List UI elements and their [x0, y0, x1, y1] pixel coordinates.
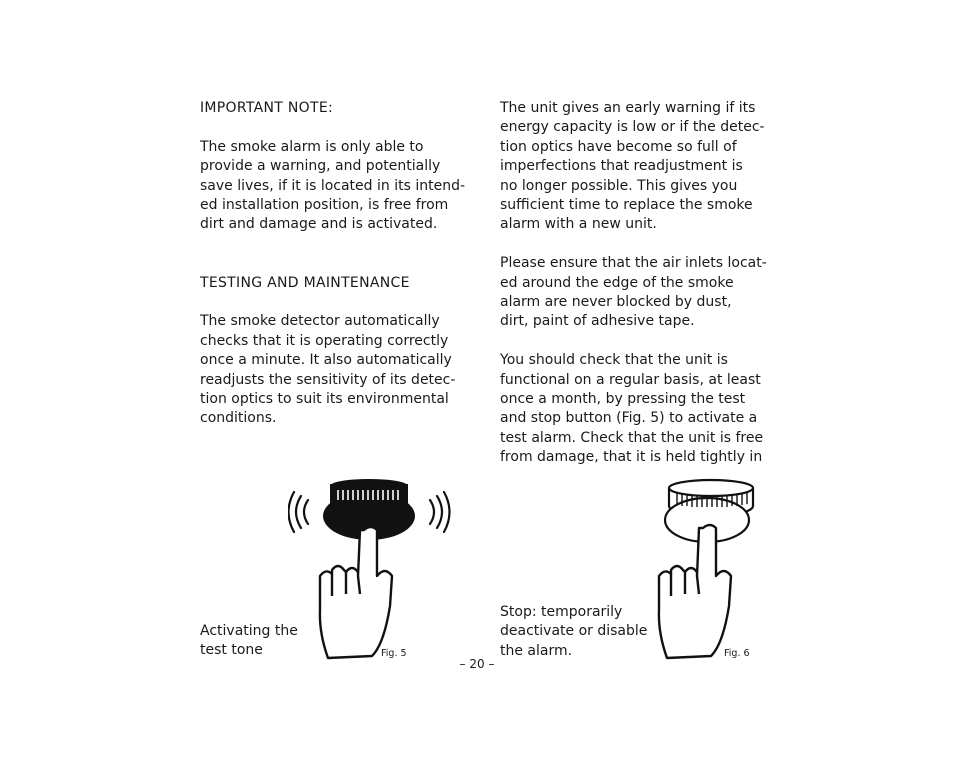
hand-pointing-icon: [659, 525, 731, 658]
air-inlets-paragraph: Please ensure that the air inlets locat- ed around the edge of the smoke alarm are never blocked by dust, dirt, paint of adhesive tape.: [500, 255, 767, 330]
monthly-check-paragraph: You should check that the unit is functional on a regular basis, at least once a month, by pressing the test and stop button (Fig. 5) to activate a test alarm. Check that the unit is free from damage, that it is held tightly in: [500, 352, 764, 466]
important-note-body: The smoke alarm is only able to provide a warning, and potentially save lives, if it is located in its intend- ed installation position, is free from dirt and damage and is activated.: [200, 138, 466, 233]
right-column: [500, 99, 770, 468]
fig6-label: Fig. 6: [724, 648, 750, 659]
left-column: [200, 99, 470, 429]
fig5-caption: Activating the test tone: [200, 623, 298, 659]
fig6-illustration: [655, 478, 765, 663]
testing-maintenance-body: The smoke detector automatically checks that it is operating correctly once a minute. It also automatically readjusts the sensitivity of its detec- tion optics to suit its environmental conditions.: [200, 313, 456, 427]
early-warning-paragraph: The unit gives an early warning if its energy capacity is low or if the detec- tion optics have become so full of imperfections that readjustment is no longer possible. This gives you sufficient time to replace the smoke alarm with a new unit.: [500, 100, 765, 233]
hand-pointing-icon: [320, 527, 392, 658]
fig5-label: Fig. 5: [381, 648, 407, 659]
testing-maintenance-heading: TESTING AND MAINTENANCE: [200, 274, 410, 291]
fig6-caption: Stop: temporarily deactivate or disable the alarm.: [500, 604, 648, 659]
fig5-illustration: [288, 478, 453, 663]
important-note-heading: IMPORTANT NOTE:: [200, 100, 334, 116]
page-number: – 20 –: [459, 657, 495, 671]
